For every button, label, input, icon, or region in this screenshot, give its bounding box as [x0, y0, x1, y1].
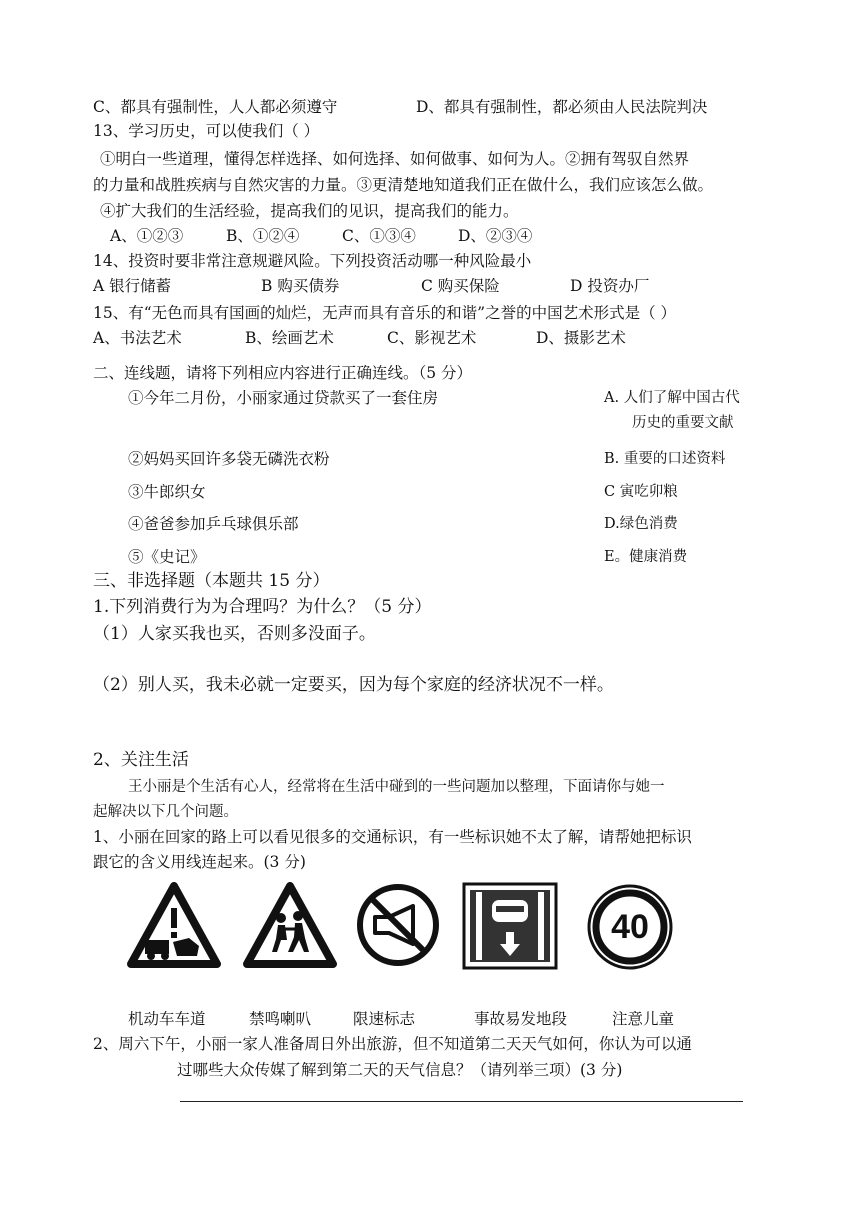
- sign-label-4: 事故易发地段: [474, 1010, 568, 1028]
- life-q1-line1: 1、小丽在回家的路上可以看见很多的交通标识，有一些标识她不太了解，请帮她把标识: [93, 828, 692, 846]
- accident-zone-sign-icon: [127, 882, 221, 968]
- q13-stem: 13、学习历史，可以使我们（ ）: [93, 122, 320, 140]
- q14-option-a: A 银行储蓄: [93, 277, 172, 295]
- watch-children-sign-icon: [243, 882, 337, 968]
- part3-heading: 三、非选择题（本题共 15 分）: [93, 571, 330, 591]
- part3-q1-item1: （1）人家买我也买，否则多没面子。: [93, 624, 376, 644]
- match-left-1: ①今年二月份，小丽家通过贷款买了一套住房: [128, 389, 439, 407]
- q13-option-c: C、①③④: [342, 227, 416, 245]
- speed-limit-sign-icon: [585, 882, 675, 972]
- sign-label-5: 注意儿童: [612, 1010, 675, 1028]
- motor-vehicle-lane-sign-icon: [462, 882, 558, 970]
- life-title: 2、关注生活: [93, 750, 189, 770]
- match-right-c: C 寅吃卯粮: [604, 484, 678, 500]
- match-left-4: ④爸爸参加乒乓球俱乐部: [128, 515, 299, 533]
- q15-stem: 15、有“无色而具有国画的灿烂，无声而具有音乐的和谐”之誉的中国艺术形式是（ ）: [93, 304, 677, 322]
- sign-label-3: 限速标志: [353, 1010, 416, 1028]
- match-left-3: ③牛郎织女: [128, 483, 206, 501]
- match-right-a-line1: A. 人们了解中国古代: [604, 390, 740, 406]
- sign-label-1: 机动车车道: [128, 1010, 206, 1028]
- q14-option-d: D 投资办厂: [570, 277, 650, 295]
- match-right-e: E。健康消费: [604, 549, 688, 565]
- q13-line3: ④扩大我们的生活经验，提高我们的见识，提高我们的能力。: [100, 202, 519, 220]
- q13-line2: 的力量和战胜疾病与自然灾害的力量。③更清楚地知道我们正在做什么，我们应该怎么做。: [93, 176, 714, 194]
- q13-option-b: B、①②④: [226, 227, 300, 245]
- q14-option-b: B 购买债券: [261, 277, 340, 295]
- match-right-d: D.绿色消费: [604, 516, 678, 532]
- part2-heading: 二、连线题，请将下列相应内容进行正确连线。（5 分）: [93, 364, 473, 382]
- sign-label-2: 禁鸣喇叭: [249, 1010, 312, 1028]
- answer-blank-line[interactable]: [180, 1101, 743, 1102]
- q14-option-c: C 购买保险: [421, 277, 500, 295]
- match-left-5: ⑤《史记》: [128, 548, 206, 566]
- no-horn-sign-icon: [355, 882, 441, 968]
- part3-q1-item2: （2）别人买，我未必就一定要买，因为每个家庭的经济状况不一样。: [93, 675, 614, 695]
- life-q2-line1: 2、周六下午，小丽一家人准备周日外出旅游，但不知道第二天天气如何，你认为可以通: [93, 1035, 692, 1053]
- q15-option-a: A、书法艺术: [93, 329, 182, 347]
- match-left-2: ②妈妈买回许多袋无磷洗衣粉: [128, 450, 330, 468]
- q12-option-c: C、都具有强制性，人人都必须遵守: [93, 98, 338, 116]
- life-q1-line2: 跟它的含义用线连起来。(3 分): [93, 853, 306, 871]
- life-q2-line2: 过哪些大众传媒了解到第二天的天气信息？（请列举三项）(3 分): [177, 1061, 623, 1079]
- speed-limit-number: 40: [611, 908, 649, 946]
- q13-option-a: A、①②③: [110, 227, 184, 245]
- part3-q1-stem: 1.下列消费行为为合理吗？为什么？（5 分）: [93, 597, 432, 617]
- q15-option-b: B、绘画艺术: [245, 329, 334, 347]
- q13-line1: ①明白一些道理，懂得怎样选择、如何选择、如何做事、如何为人。②拥有驾驭自然界: [100, 150, 690, 168]
- q15-option-d: D、摄影艺术: [536, 329, 626, 347]
- q13-option-d: D、②③④: [458, 227, 533, 245]
- match-right-a-line2: 历史的重要文献: [632, 415, 734, 431]
- life-intro-line2: 起解决以下几个问题。: [93, 804, 238, 820]
- life-intro-line1: 王小丽是个生活有心人，经常将在生活中碰到的一些问题加以整理，下面请你与她一: [128, 779, 665, 795]
- q15-option-c: C、影视艺术: [387, 329, 477, 347]
- q12-option-d: D、都具有强制性，都必须由人民法院判决: [416, 98, 708, 116]
- match-right-b: B. 重要的口述资料: [604, 451, 726, 467]
- q14-stem: 14、投资时要非常注意规避风险。下列投资活动哪一种风险最小: [93, 252, 532, 270]
